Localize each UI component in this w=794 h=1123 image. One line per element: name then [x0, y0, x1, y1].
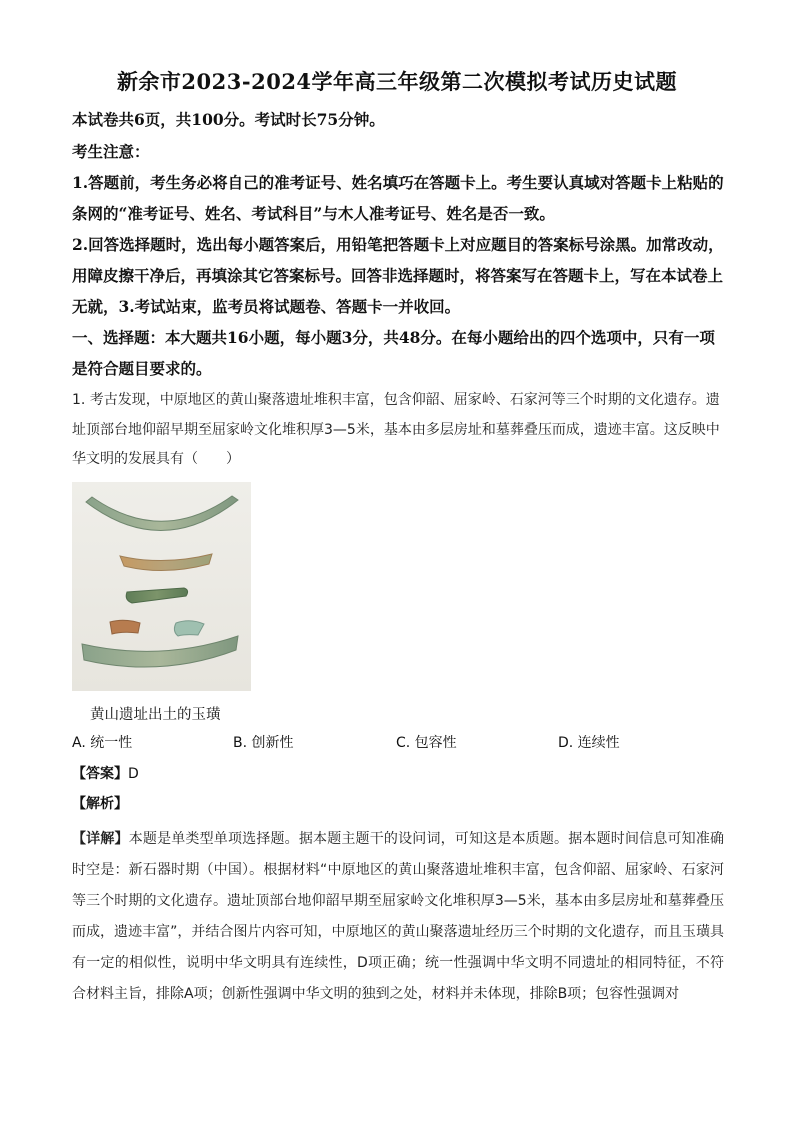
answer-line — [72, 763, 139, 783]
section-heading: 一、选择题：本大题共16小题，每小题3分，共48分。在每小题给出的四个选项中，只有一项是符合题目要求的。 — [72, 328, 715, 378]
option-d: D. 连续性 — [558, 735, 620, 751]
intro-note-1: 1.答题前，考生务必将自己的准考证号、姓名填巧在答题卡上。考生要认真域对答题卡上粘贴的条网的“准考证号、姓名、考试科目”与木人准考证号、姓名是否一致。 — [72, 173, 724, 223]
intro-length: 本试卷共6页，共100分。考试时长75分钟。 — [72, 110, 385, 129]
analysis-line — [72, 793, 128, 813]
page-title: 新余市2023-2024学年高三年级第二次模拟考试历史试题 — [116, 69, 678, 94]
answer-label: 【答案】 — [72, 766, 128, 782]
intro-note-2: 2.回答选择题时，选出每小题答案后，用铅笔把答题卡上对应题目的答案标号涂黑。加常改动，用障皮擦干净后，再填涂其它答案标号。回答非选择题时，将答案写在答题卡上，写在本试卷上无就，3.考试站束，监考员将试题卷、答题卡一并收回。 — [72, 235, 724, 316]
analysis-label: 【解析】 — [72, 796, 128, 812]
option-c: C. 包容性 — [396, 735, 457, 751]
jade-artifacts-illustration — [72, 482, 251, 691]
answer-value: D — [128, 766, 139, 782]
option-a: A. 统一性 — [72, 735, 133, 751]
question-1-stem: 1. 考古发现，中原地区的黄山聚落遗址堆积丰富，包含仰韶、屈家岭、石家河等三个时期的文化遗存。遗址顶部台地仰韶早期至屈家岭文化堆积厚3—5米，基本由多层房址和墓葬叠压而成，遗迹丰富。这反映中华文明的发展具有（ ） — [72, 392, 720, 467]
jade-huang-photo — [72, 482, 251, 691]
intro-notice-heading: 考生注意： — [72, 142, 150, 161]
answer-options — [72, 732, 724, 754]
image-caption: 黄山遗址出土的玉璜 — [90, 707, 221, 723]
detail-explanation — [72, 824, 724, 1010]
detail-text: 本题是单类型单项选择题。据本题主题干的设问词，可知这是本质题。据本题时间信息可知准确时空是：新石器时期（中国）。根据材料“中原地区的黄山聚落遗址堆积丰富，包含仰韶、屈家岭、石家河等三个时期的文化遗存。遗址顶部台地仰韶早期至屈家岭文化堆积厚3—5米，基本由多层房址和墓葬叠压而成，遗迹丰富”，并结合图片内容可知，中原地区的黄山聚落遗址经历三个时期的文化遗存，而且玉璜具有一定的相似性，说明中华文明具有连续性，D项正确；统一性强调中华文明不同遗址的相同特征，不符合材料主旨，排除A项；创新性强调中华文明的独到之处，材料并未体现，排除B项；包容性强调对 — [72, 831, 725, 1002]
detail-label: 【详解】 — [72, 831, 129, 847]
option-b: B. 创新性 — [233, 735, 294, 751]
